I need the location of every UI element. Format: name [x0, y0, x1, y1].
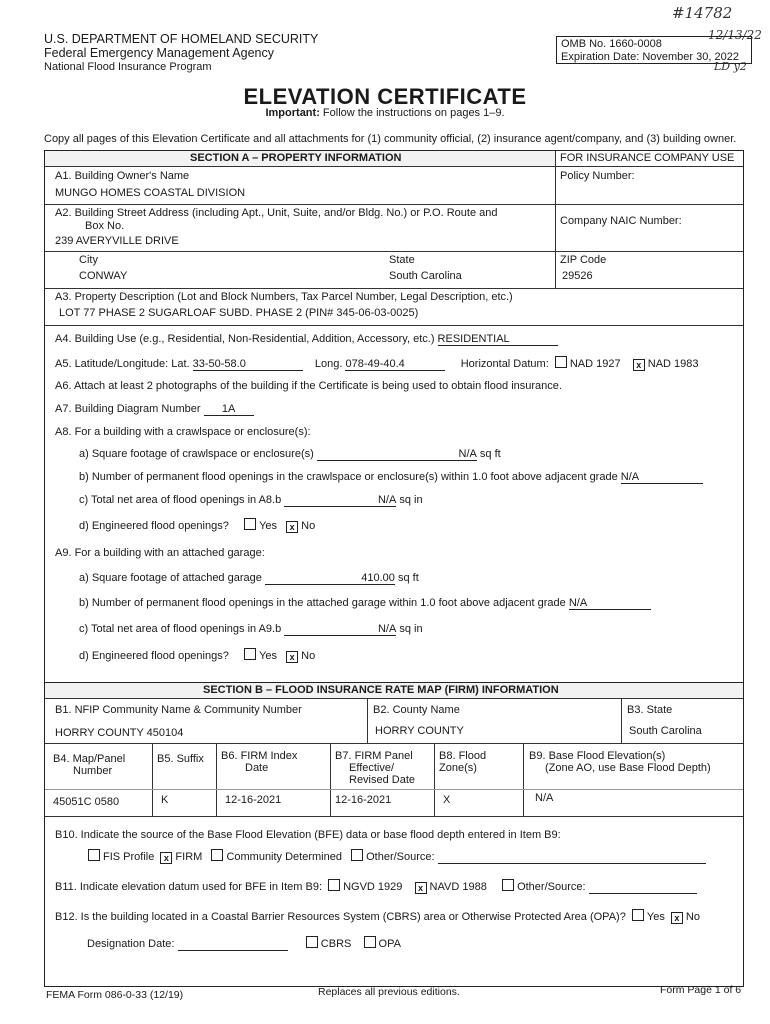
nad1983-checkbox[interactable]: x: [633, 359, 645, 371]
cbrs-label: CBRS: [320, 938, 352, 950]
a8d-label: d) Engineered flood openings?: [79, 520, 229, 532]
a9d-label: d) Engineered flood openings?: [79, 650, 229, 662]
b2-label: B2. County Name: [373, 704, 460, 716]
a3-label: A3. Property Description (Lot and Block Numbers, Tax Parcel Number, Legal Description, etc.): [55, 291, 513, 303]
a8b-row: [79, 471, 703, 484]
city-label: City: [79, 254, 98, 266]
nad1927-label: NAD 1927: [569, 358, 621, 370]
section-a-heading: SECTION A – PROPERTY INFORMATION: [190, 152, 402, 164]
zip-label: ZIP Code: [560, 254, 607, 266]
important-note: [0, 107, 770, 119]
a1-label: A1. Building Owner's Name: [55, 170, 190, 182]
b11-other-label: Other/Source:: [517, 881, 586, 893]
b7-label-2: Effective/: [349, 762, 395, 774]
a9c-unit: sq in: [399, 623, 423, 635]
b8-value[interactable]: X: [443, 794, 451, 806]
b8-label: [439, 750, 486, 774]
b3-value[interactable]: South Carolina: [629, 725, 702, 737]
b9-label-2: (Zone AO, use Base Flood Depth): [545, 762, 711, 774]
handwritten-date: 12/13/22: [708, 28, 762, 42]
section-b-heading: SECTION B – FLOOD INSURANCE RATE MAP (FIRM) INFORMATION: [203, 684, 559, 696]
b12-row: [55, 909, 700, 924]
b4-label: [53, 753, 125, 777]
replaces-note: Replaces all previous editions.: [318, 986, 460, 998]
b3-label: B3. State: [627, 704, 673, 716]
a2-label-2: Box No.: [85, 220, 125, 232]
cbrs-checkbox[interactable]: [306, 936, 318, 948]
firm-checkbox[interactable]: x: [160, 852, 172, 864]
a9b-value[interactable]: N/A: [569, 597, 651, 610]
a8c-row: [79, 494, 423, 507]
b8-label-1: B8. Flood: [439, 750, 487, 762]
omb-number: OMB No. 1660-0008: [561, 38, 662, 50]
a9d-no-checkbox[interactable]: x: [286, 651, 298, 663]
b9-label: [529, 750, 711, 774]
b10-label: B10. Indicate the source of the Base Flood Elevation (BFE) data or base flood depth entered in Item B9:: [55, 829, 561, 841]
navd-label: NAVD 1988: [429, 881, 487, 893]
a8a-value[interactable]: N/A: [317, 448, 477, 461]
naic-label: Company NAIC Number:: [560, 215, 682, 227]
b9-value[interactable]: N/A: [535, 792, 554, 804]
a5-datum-label: Horizontal Datum:: [460, 358, 549, 370]
b5-label: B5. Suffix: [157, 753, 204, 765]
fis-profile-label: FIS Profile: [103, 851, 155, 863]
form-title: ELEVATION CERTIFICATE: [243, 84, 527, 109]
handwritten-initials: LD y2: [714, 60, 747, 73]
a9d-yes-label: Yes: [259, 650, 278, 662]
a9c-label: c) Total net area of flood openings in A9.b: [79, 623, 282, 635]
b6-label: [221, 750, 297, 774]
b4-label-1: B4. Map/Panel: [53, 753, 126, 765]
community-determined-checkbox[interactable]: [211, 849, 223, 861]
handwritten-number: #14782: [672, 4, 733, 22]
expiration-date: Expiration Date: November 30, 2022: [561, 51, 739, 63]
b8-label-2: Zone(s): [439, 762, 477, 774]
copy-instructions: Copy all pages of this Elevation Certificate and all attachments for (1) community official, (2) insurance agent/company, and (3) building owner.: [44, 133, 737, 145]
a9b-row: [79, 597, 651, 610]
other-source-checkbox[interactable]: [351, 849, 363, 861]
b7-label-3: Revised Date: [349, 774, 416, 786]
important-label: Important:: [265, 107, 320, 119]
a2-label: A2. Building Street Address (including Apt., Unit, Suite, and/or Bldg. No.) or P.O. Route and: [55, 207, 498, 219]
b7-label-1: B7. FIRM Panel: [335, 750, 413, 762]
agency-name: Federal Emergency Management Agency: [44, 46, 274, 60]
a9a-unit: sq ft: [397, 572, 419, 584]
a9a-row: [79, 572, 419, 585]
a5-label: A5. Latitude/Longitude: Lat.: [55, 358, 190, 370]
a8b-label: b) Number of permanent flood openings in the crawlspace or enclosure(s) within 1.0 foot above adjacent grade: [79, 471, 618, 483]
designation-label: Designation Date:: [87, 938, 175, 950]
a9a-label: a) Square footage of attached garage: [79, 572, 262, 584]
a9d-row: [79, 648, 315, 663]
designation-row: [87, 936, 401, 951]
b6-label-2: Date: [245, 762, 269, 774]
important-text: Follow the instructions on pages 1–9.: [319, 107, 505, 119]
a8d-row: [79, 518, 315, 533]
agency-block: [44, 32, 318, 74]
city-value[interactable]: CONWAY: [79, 270, 128, 282]
ngvd-checkbox[interactable]: [328, 879, 340, 891]
a6-text: A6. Attach at least 2 photographs of the building if the Certificate is being used to obtain flood insurance.: [55, 380, 562, 392]
a9b-label: b) Number of permanent flood openings in the attached garage within 1.0 foot above adjacent grade: [79, 597, 566, 609]
b6-value[interactable]: 12-16-2021: [225, 794, 282, 806]
b11-other-checkbox[interactable]: [502, 879, 514, 891]
a4-value[interactable]: RESIDENTIAL: [438, 333, 558, 346]
b12-no-checkbox[interactable]: x: [671, 912, 683, 924]
a8d-yes-checkbox[interactable]: [244, 518, 256, 530]
a8c-value[interactable]: N/A: [284, 494, 396, 507]
department-name: U.S. DEPARTMENT OF HOMELAND SECURITY: [44, 32, 319, 46]
a7-row: [55, 403, 254, 416]
a9d-yes-checkbox[interactable]: [244, 648, 256, 660]
b4-value[interactable]: 45051C 0580: [53, 796, 120, 808]
b9-label-1: B9. Base Flood Elevation(s): [529, 750, 666, 762]
a8d-yes-label: Yes: [259, 520, 278, 532]
a2-value[interactable]: 239 AVERYVILLE DRIVE: [55, 235, 179, 247]
community-determined-label: Community Determined: [226, 851, 342, 863]
a8d-no-checkbox[interactable]: x: [286, 521, 298, 533]
a8-label: A8. For a building with a crawlspace or enclosure(s):: [55, 426, 311, 438]
b6-label-1: B6. FIRM Index: [221, 750, 298, 762]
ngvd-label: NGVD 1929: [343, 881, 403, 893]
b1-value[interactable]: HORRY COUNTY 450104: [55, 727, 184, 739]
b5-value[interactable]: K: [161, 794, 169, 806]
b1-label: B1. NFIP Community Name & Community Number: [55, 704, 302, 716]
a5-long[interactable]: 078-49-40.4: [345, 358, 445, 371]
a7-value[interactable]: 1A: [204, 403, 254, 416]
a9d-no-label: No: [301, 650, 316, 662]
b10-options: [85, 849, 706, 864]
a8a-unit: sq ft: [479, 448, 501, 460]
a8d-no-label: No: [301, 520, 316, 532]
a5-long-label: Long.: [314, 358, 343, 370]
state-label: State: [389, 254, 415, 266]
b11-row: [55, 879, 697, 894]
b12-yes-checkbox[interactable]: [632, 909, 644, 921]
form-number: FEMA Form 086-0-33 (12/19): [46, 989, 184, 1001]
a3-value[interactable]: LOT 77 PHASE 2 SUGARLOAF SUBD. PHASE 2 (PIN# 345-06-03-0025): [59, 307, 419, 319]
page-number: Form Page 1 of 6: [660, 984, 742, 996]
a8b-value[interactable]: N/A: [621, 471, 703, 484]
b12-yes-label: Yes: [646, 911, 665, 923]
opa-label: OPA: [378, 938, 401, 950]
navd-checkbox[interactable]: x: [415, 882, 427, 894]
other-source-label: Other/Source:: [366, 851, 435, 863]
a5-row: [55, 356, 699, 371]
a4-row: [55, 333, 558, 346]
a7-label: A7. Building Diagram Number: [55, 403, 201, 415]
a9-label: A9. For a building with an attached garage:: [55, 547, 265, 559]
a9c-value[interactable]: N/A: [284, 623, 396, 636]
a5-lat[interactable]: 33-50-58.0: [193, 358, 303, 371]
state-value[interactable]: South Carolina: [389, 270, 462, 282]
b11-label: B11. Indicate elevation datum used for BFE in Item B9:: [55, 881, 322, 893]
b2-value[interactable]: HORRY COUNTY: [375, 725, 464, 737]
a9a-value[interactable]: 410.00: [265, 572, 395, 585]
b7-value[interactable]: 12-16-2021: [335, 794, 392, 806]
nad1983-label: NAD 1983: [647, 358, 699, 370]
a8a-row: [79, 448, 501, 461]
form-frame: [44, 150, 744, 987]
policy-number-label: Policy Number:: [560, 170, 635, 182]
fis-profile-checkbox[interactable]: [88, 849, 100, 861]
a8c-unit: sq in: [399, 494, 423, 506]
b12-no-label: No: [685, 911, 700, 923]
firm-label: FIRM: [175, 851, 203, 863]
a4-label: A4. Building Use (e.g., Residential, Non-Residential, Addition, Accessory, etc.): [55, 333, 435, 345]
zip-value[interactable]: 29526: [562, 270, 593, 282]
b4-label-2: Number: [73, 765, 113, 777]
a8a-label: a) Square footage of crawlspace or enclosure(s): [79, 448, 314, 460]
opa-checkbox[interactable]: [364, 936, 376, 948]
b7-label: [335, 750, 415, 786]
a1-value[interactable]: MUNGO HOMES COASTAL DIVISION: [55, 187, 246, 199]
b12-label: B12. Is the building located in a Coastal Barrier Resources System (CBRS) area or Otherwise Protected Area (OPA)?: [55, 911, 626, 923]
program-name: National Flood Insurance Program: [44, 61, 212, 73]
nad1927-checkbox[interactable]: [555, 356, 567, 368]
insurance-use-heading: FOR INSURANCE COMPANY USE: [560, 152, 735, 164]
a8c-label: c) Total net area of flood openings in A8.b: [79, 494, 282, 506]
a9c-row: [79, 623, 423, 636]
